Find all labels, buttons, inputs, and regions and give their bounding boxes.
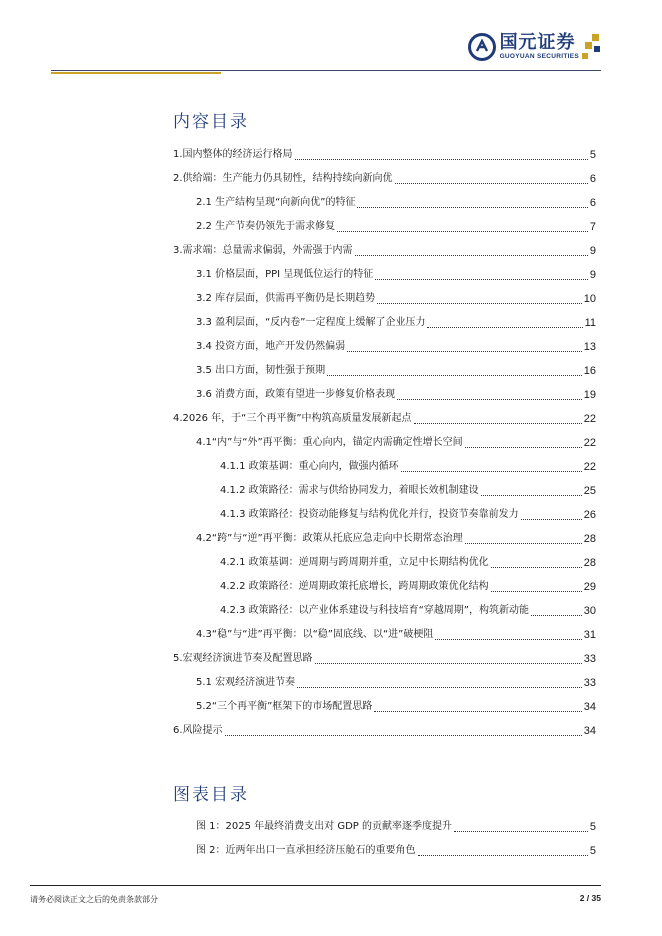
leader-dots [337, 231, 588, 232]
toc-entry[interactable] [196, 382, 596, 402]
leader-dots [374, 711, 581, 712]
toc-entry-text: 3.5 出口方面，韧性强于预期 [196, 365, 326, 376]
logo-chinese-name: 国元证券 [499, 32, 576, 53]
toc-entry-page: 16 [583, 365, 596, 377]
leader-dots [375, 279, 588, 280]
figure-entry-page: 5 [589, 845, 596, 857]
toc-entry[interactable] [196, 286, 596, 306]
toc-entry[interactable] [220, 574, 596, 594]
figure-entry-text: 图 1：2025 年最终消费支出对 GDP 的贡献率逐季度提升 [196, 821, 453, 832]
toc-entry-text: 4.1.2 政策路径：需求与供给协同发力，着眼长效机制建设 [220, 485, 479, 496]
leader-dots [355, 255, 588, 256]
leader-dots [414, 423, 582, 424]
toc-entry-text: 3.4 投资方面，地产开发仍然偏弱 [196, 341, 346, 352]
toc-entry-text: 5.2“三个再平衡”框架下的市场配置思路 [196, 701, 373, 712]
toc-entry[interactable] [196, 694, 596, 714]
toc-entry[interactable] [220, 598, 596, 618]
toc-entry-text: 5.1 宏观经济演进节奏 [196, 677, 296, 688]
leader-dots [454, 831, 588, 832]
toc-entry-text: 4.1“内”与“外”再平衡：重心向内，锚定内需确定性增长空间 [196, 437, 463, 448]
leader-dots [465, 447, 582, 448]
toc-entry[interactable] [173, 238, 596, 258]
toc-entry-text: 4.1.1 政策基调：重心向内，做强内循环 [220, 461, 399, 472]
toc-entry-text: 3.6 消费方面，政策有望进一步修复价格表现 [196, 389, 396, 400]
toc-entry[interactable] [196, 670, 596, 690]
toc-entry-text: 4.2.3 政策路径：以产业体系建设与科技培育“穿越周期”，构筑新动能 [220, 605, 529, 616]
guoyuan-logo-icon [468, 33, 496, 61]
toc-entry-text: 4.2026 年，于“三个再平衡”中构筑高质量发展新起点 [173, 413, 412, 424]
header-divider [51, 70, 601, 71]
toc-entry[interactable] [173, 166, 596, 186]
page-number: 2 / 35 [579, 893, 601, 903]
toc-entry[interactable] [220, 454, 596, 474]
toc-entry-page: 19 [583, 389, 596, 401]
toc-entry[interactable] [220, 478, 596, 498]
toc-entry-text: 2.1 生产结构呈现“向新向优”的特征 [196, 197, 356, 208]
toc-entry-page: 9 [589, 269, 596, 281]
figure-entry-page: 5 [589, 821, 596, 833]
toc-entry[interactable] [173, 406, 596, 426]
leader-dots [357, 207, 587, 208]
footer-divider [30, 885, 601, 886]
gold-squares-icon [582, 34, 602, 60]
toc-entry-text: 6.风险提示 [173, 725, 223, 736]
leader-dots [481, 495, 582, 496]
header-accent-bar [51, 72, 221, 74]
toc-entry-page: 9 [589, 245, 596, 257]
leader-dots [347, 351, 582, 352]
toc-entry-text: 4.2“跨”与“逆”再平衡：政策从托底应急走向中长期常态治理 [196, 533, 463, 544]
toc-entry-text: 3.3 盈利层面，“反内卷”一定程度上缓解了企业压力 [196, 317, 426, 328]
toc-entry-page: 25 [583, 485, 596, 497]
toc-entry[interactable] [196, 358, 596, 378]
leader-dots [491, 567, 582, 568]
toc-entry-page: 22 [583, 413, 596, 425]
toc-entry[interactable] [173, 142, 596, 162]
toc-entry-page: 7 [589, 221, 596, 233]
toc-entry-text: 3.2 库存层面，供需再平衡仍是长期趋势 [196, 293, 376, 304]
toc-entry-text: 4.3“稳”与“进”再平衡：以“稳”固底线、以“进”破梗阻 [196, 629, 434, 640]
toc-entry-page: 29 [583, 581, 596, 593]
toc-entry[interactable] [196, 190, 596, 210]
toc-entry[interactable] [196, 214, 596, 234]
figure-entry-text: 图 2：近两年出口一直承担经济压舱石的重要角色 [196, 845, 416, 856]
toc-entry-text: 2.供给端：生产能力仍具韧性，结构持续向新向优 [173, 173, 393, 184]
leader-dots [521, 519, 582, 520]
footer-disclaimer: 请务必阅读正文之后的免责条款部分 [30, 895, 158, 904]
logo-english-name: GUOYUAN SECURITIES [499, 53, 579, 60]
toc-entry-page: 33 [583, 677, 596, 689]
toc-entry-page: 6 [589, 173, 596, 185]
toc-entry-text: 5.宏观经济演进节奏及配置思路 [173, 653, 313, 664]
leader-dots [397, 399, 582, 400]
toc-entry[interactable] [196, 334, 596, 354]
toc-entry-page: 28 [583, 557, 596, 569]
toc-entry-page: 22 [583, 437, 596, 449]
toc-entry-page: 22 [583, 461, 596, 473]
toc-entry[interactable] [196, 526, 596, 546]
toc-entry-text: 2.2 生产节奏仍领先于需求修复 [196, 221, 336, 232]
toc-entry-text: 4.2.2 政策路径：逆周期政策托底增长，跨周期政策优化结构 [220, 581, 489, 592]
toc-entry-page: 34 [583, 725, 596, 737]
toc-entry-page: 10 [583, 293, 596, 305]
leader-dots [395, 183, 588, 184]
leader-dots [295, 159, 588, 160]
toc-entry-page: 28 [583, 533, 596, 545]
leader-dots [225, 735, 582, 736]
toc-entry-text: 4.2.1 政策基调：逆周期与跨周期并重，立足中长期结构优化 [220, 557, 489, 568]
leader-dots [297, 687, 582, 688]
leader-dots [435, 639, 581, 640]
figure-entry[interactable] [196, 838, 596, 858]
toc-entry[interactable] [173, 646, 596, 666]
toc-entry[interactable] [196, 310, 596, 330]
toc-entry-page: 6 [589, 197, 596, 209]
toc-entry[interactable] [220, 550, 596, 570]
toc-entry-page: 5 [589, 149, 596, 161]
toc-entry-page: 11 [584, 317, 596, 329]
figure-list-heading: 图表目录 [173, 785, 249, 805]
leader-dots [427, 327, 582, 328]
toc-entry-text: 3.需求端：总量需求偏弱，外需强于内需 [173, 245, 353, 256]
company-logo [468, 30, 602, 64]
leader-dots [377, 303, 582, 304]
toc-entry[interactable] [173, 718, 596, 738]
leader-dots [491, 591, 582, 592]
leader-dots [465, 543, 582, 544]
leader-dots [401, 471, 582, 472]
leader-dots [531, 615, 582, 616]
figure-entry[interactable] [196, 814, 596, 834]
toc-entry[interactable] [196, 622, 596, 642]
toc-heading: 内容目录 [173, 112, 249, 132]
toc-entry[interactable] [196, 430, 596, 450]
toc-entry[interactable] [220, 502, 596, 522]
leader-dots [315, 663, 582, 664]
toc-entry-page: 13 [583, 341, 596, 353]
toc-entry-page: 30 [583, 605, 596, 617]
toc-entry-page: 34 [583, 701, 596, 713]
leader-dots [327, 375, 582, 376]
toc-entry-text: 3.1 价格层面，PPI 呈现低位运行的特征 [196, 269, 374, 280]
leader-dots [418, 855, 588, 856]
toc-entry-page: 33 [583, 653, 596, 665]
toc-entry[interactable] [196, 262, 596, 282]
toc-entry-page: 31 [583, 629, 596, 641]
toc-entry-page: 26 [583, 509, 596, 521]
toc-entry-text: 4.1.3 政策路径：投资动能修复与结构优化并行，投资节奏靠前发力 [220, 509, 519, 520]
toc-entry-text: 1.国内整体的经济运行格局 [173, 149, 293, 160]
